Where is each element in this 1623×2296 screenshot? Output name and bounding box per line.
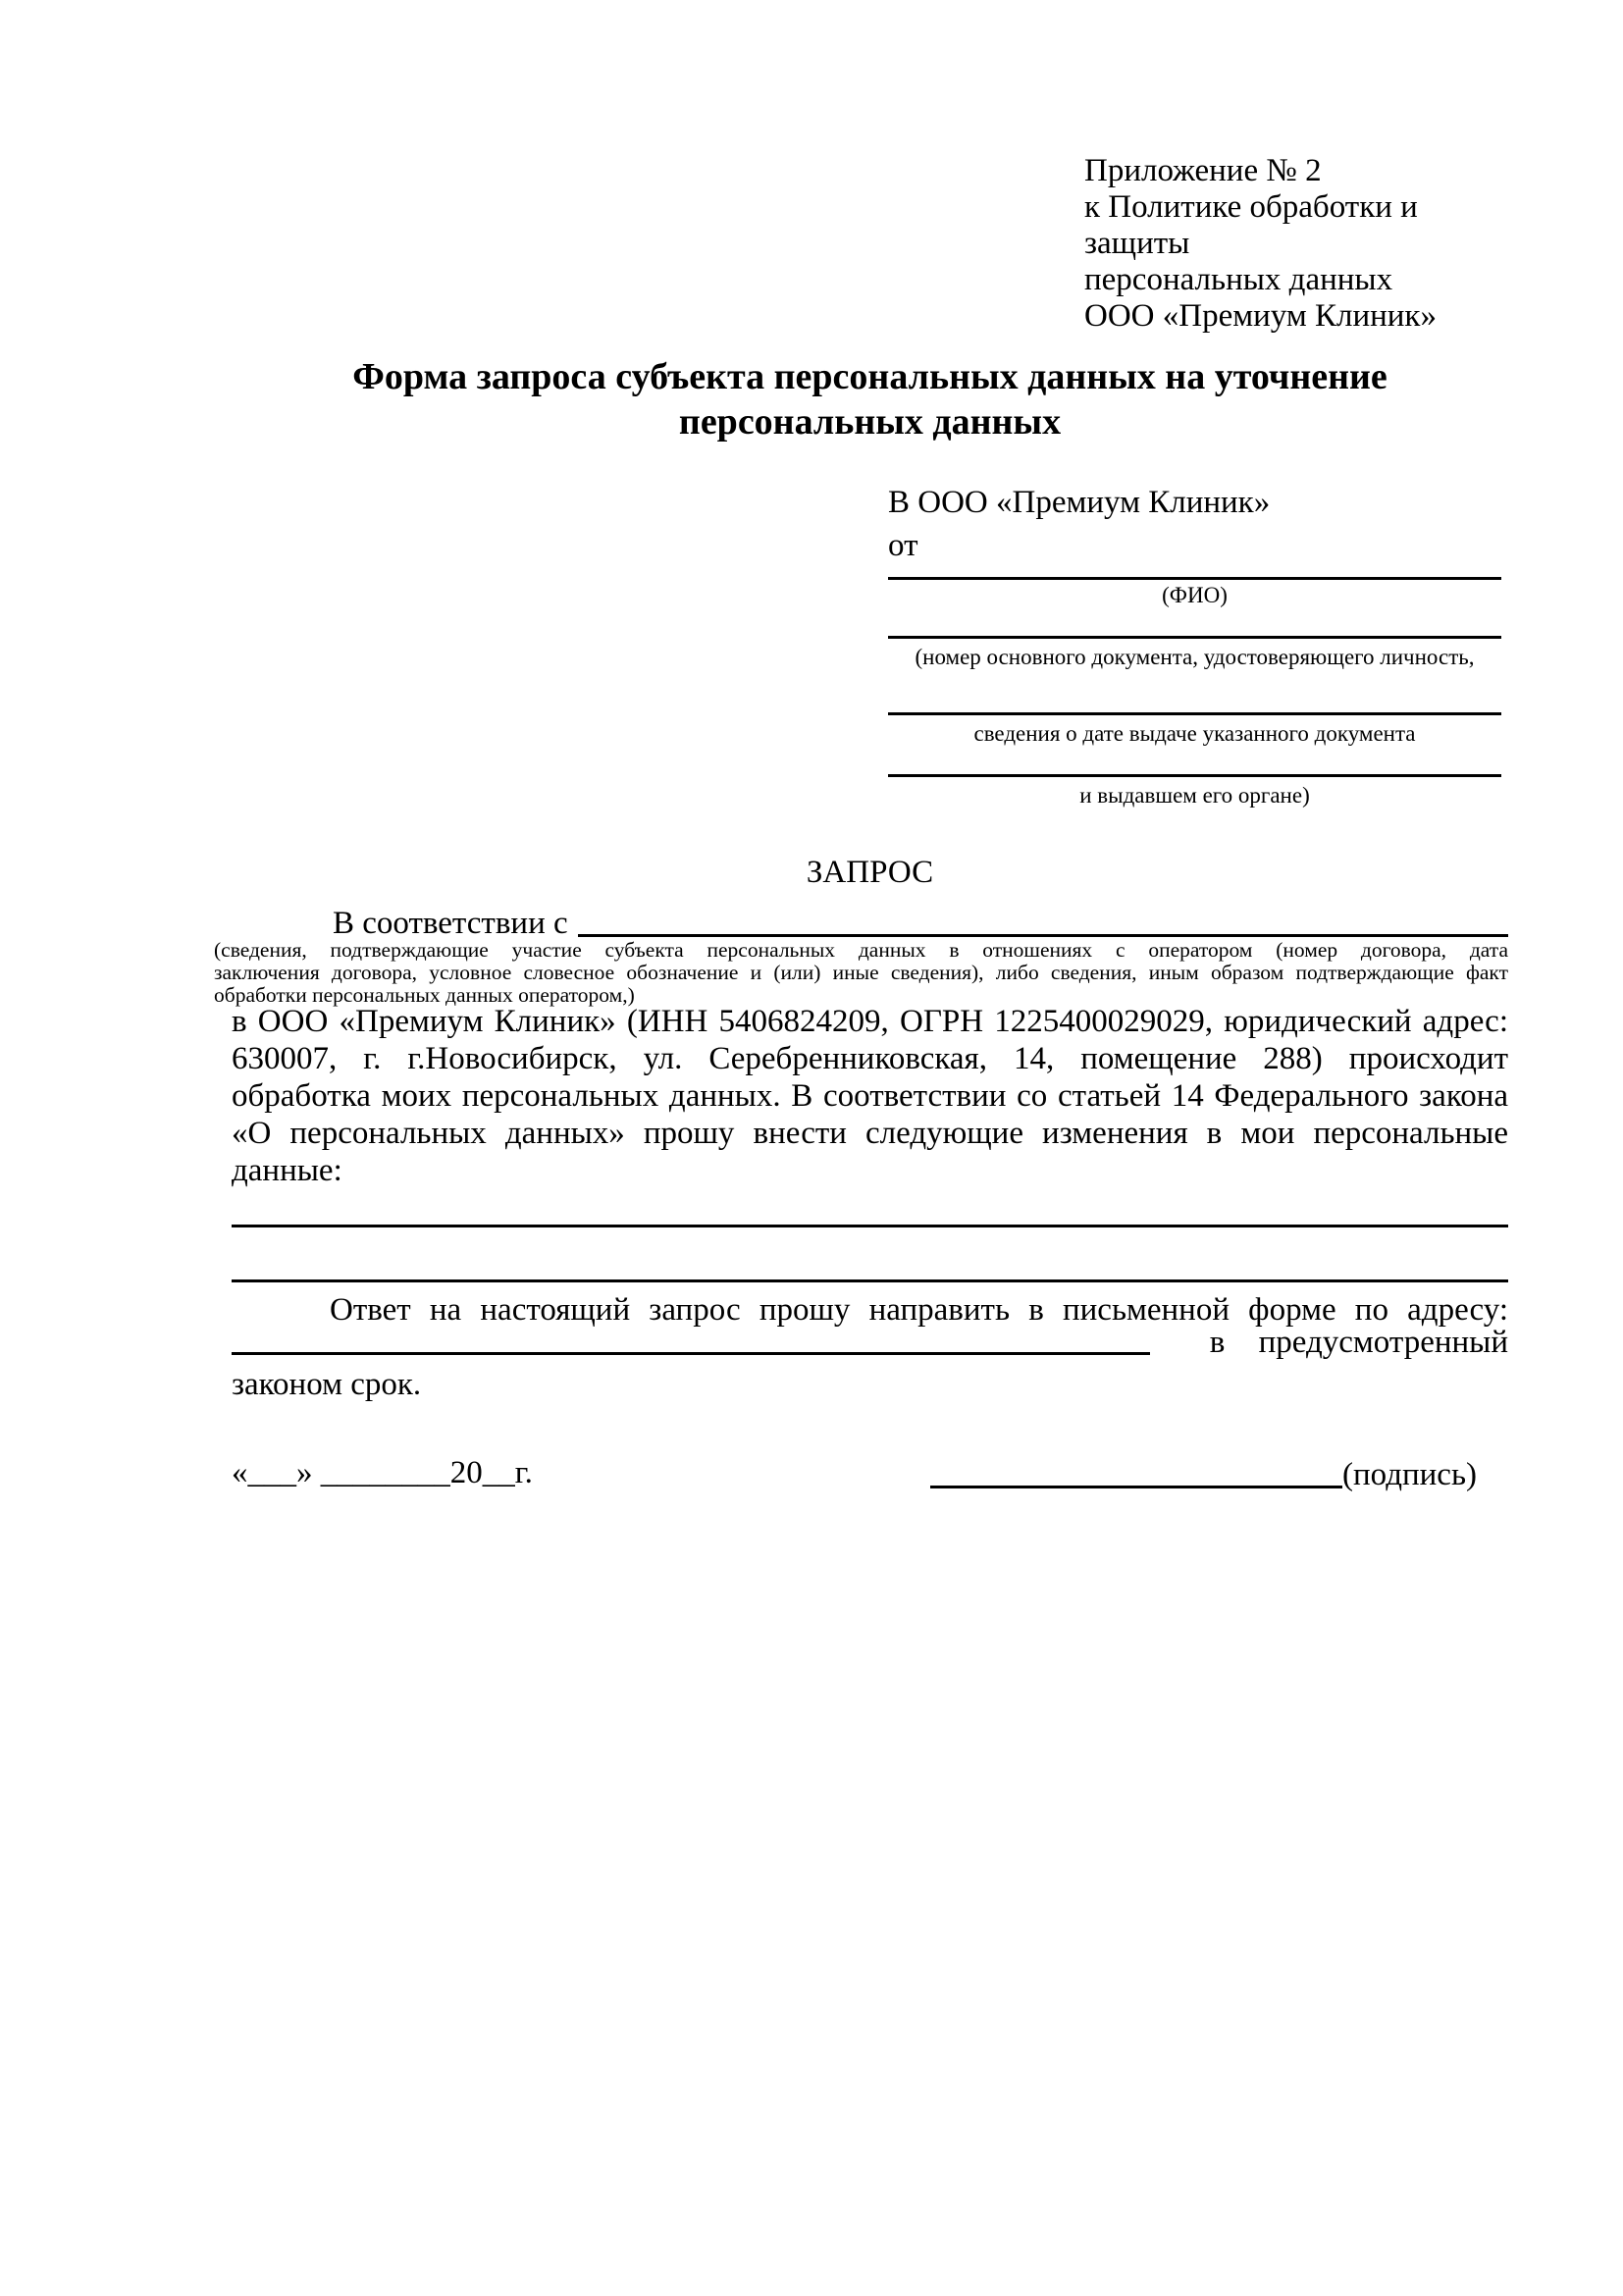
addressee-to: В ООО «Премиум Клиник» bbox=[888, 485, 1271, 520]
addressee-from-label: от bbox=[888, 528, 918, 563]
annex-line: Приложение № 2 bbox=[1084, 153, 1322, 188]
signature-field-line bbox=[930, 1486, 1342, 1488]
annex-line: к Политике обработки и защиты bbox=[1084, 189, 1418, 261]
signature-caption: (подпись) bbox=[1342, 1457, 1477, 1492]
intro-row bbox=[232, 907, 1508, 940]
date-blank: «___» ________20__г. bbox=[232, 1455, 533, 1490]
reply-paragraph-line-1: Ответ на настоящий запрос прошу направить в письменной форме по адресу: bbox=[330, 1292, 1508, 1328]
request-heading: ЗАПРОС bbox=[806, 855, 934, 890]
request-body: в ООО «Премиум Клиник» (ИНН 5406824209, ОГРН 1225400029029, юридический адрес: 630007, г. г.Новосибирск, ул. Серебренниковская, 14, помещение 288) происходит обработка моих персональных данных. В соответствии со статьей 14 Федерального закона «О персональных данных» прошу внести следующие изменения в мои персональные данные: bbox=[232, 1004, 1508, 1188]
document-number-field-line bbox=[888, 636, 1501, 639]
changes-field-line-1 bbox=[232, 1225, 1508, 1227]
changes-field-line-2 bbox=[232, 1279, 1508, 1282]
issuing-authority-field-line bbox=[888, 774, 1501, 777]
annex-line: ООО «Премиум Клиник» bbox=[1084, 298, 1437, 334]
intro-note-line: (сведения, подтверждающие участие субъекта персональных данных в отношениях с оператором (номер договора, дата bbox=[214, 938, 1508, 962]
intro-note-line: обработки персональных данных оператором,) bbox=[214, 983, 635, 1007]
annex-reference-block bbox=[1084, 153, 1521, 335]
reply-paragraph-line-2 bbox=[232, 1327, 1508, 1358]
issue-date-field-caption: сведения о дате выдаче указанного документа bbox=[973, 721, 1416, 746]
reply-address-field-line bbox=[232, 1352, 1150, 1355]
basis-field-line bbox=[578, 934, 1508, 937]
issue-date-field-line bbox=[888, 712, 1501, 715]
issuing-authority-field-caption: и выдавшем его органе) bbox=[1079, 783, 1310, 808]
intro-note bbox=[214, 939, 1508, 1007]
intro-text: В соответствии с bbox=[333, 906, 568, 941]
reply-paragraph-right-text: в предусмотренный bbox=[1209, 1325, 1508, 1360]
intro-note-line: заключения договора, условное словесное обозначение и (или) иные сведения), либо сведения, иным образом подтверждающие факт bbox=[214, 961, 1508, 984]
page-title: Форма запроса субъекта персональных данных на уточнение персональных данных bbox=[352, 356, 1387, 443]
reply-paragraph-line-3: законом срок. bbox=[232, 1367, 422, 1402]
annex-line: персональных данных bbox=[1084, 262, 1393, 297]
document-number-field-caption: (номер основного документа, удостоверяющего личность, bbox=[915, 645, 1475, 669]
fio-field-caption: (ФИО) bbox=[1162, 583, 1228, 607]
fio-field-line bbox=[888, 577, 1501, 580]
